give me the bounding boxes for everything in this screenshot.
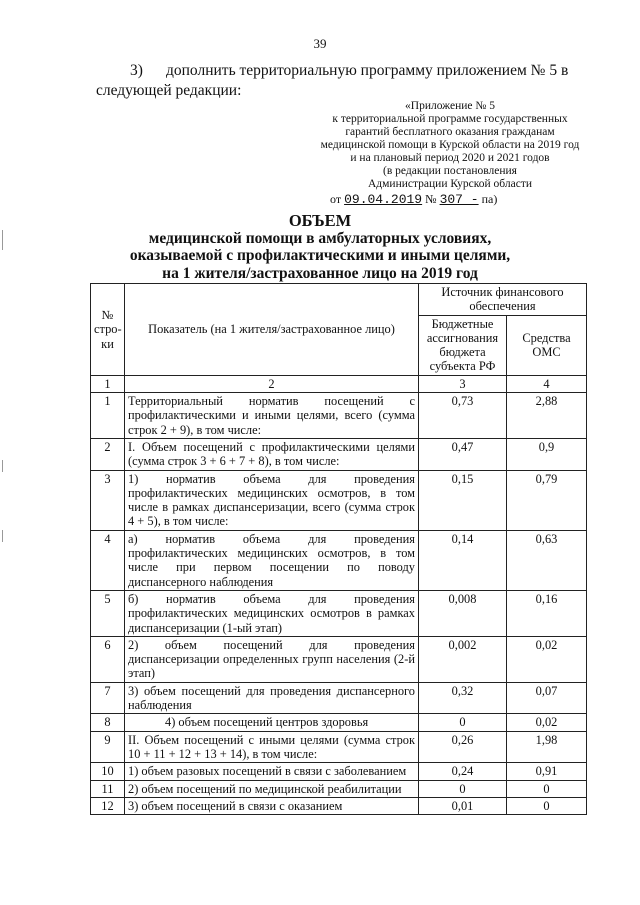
row-oms-value: 0,91 bbox=[507, 763, 587, 780]
appendix-line: к территориальной программе государственных bbox=[332, 113, 568, 125]
row-indicator: 4) объем посещений центров здоровья bbox=[125, 714, 419, 731]
title-line-3: оказываемой с профилактическими и иными целями, bbox=[129, 247, 511, 264]
table-row bbox=[91, 590, 587, 636]
column-number: 3 bbox=[419, 375, 507, 392]
table-header-row bbox=[91, 284, 587, 316]
appendix-line: и на плановый период 2020 и 2021 годов bbox=[350, 152, 550, 164]
row-number: 4 bbox=[91, 530, 125, 590]
row-budget-value: 0,008 bbox=[419, 590, 507, 636]
intro-item-number: 3) bbox=[130, 62, 143, 79]
row-indicator: 2) объем посещений для проведения диспансеризации определенных групп населения (2-й этап) bbox=[125, 636, 419, 682]
row-budget-value: 0 bbox=[419, 780, 507, 797]
header-oms: Средства ОМС bbox=[507, 315, 587, 375]
row-oms-value: 0,16 bbox=[507, 590, 587, 636]
table-row bbox=[91, 763, 587, 780]
row-number: 1 bbox=[91, 393, 125, 439]
table-row bbox=[91, 714, 587, 731]
row-indicator: 1) объем разовых посещений в связи с заболеванием bbox=[125, 763, 419, 780]
row-oms-value: 0,02 bbox=[507, 714, 587, 731]
row-budget-value: 0,73 bbox=[419, 393, 507, 439]
row-budget-value: 0,14 bbox=[419, 530, 507, 590]
row-number: 6 bbox=[91, 636, 125, 682]
table-row bbox=[91, 438, 587, 470]
document-title bbox=[0, 212, 640, 282]
column-number-row bbox=[91, 375, 587, 392]
row-oms-value: 0 bbox=[507, 797, 587, 814]
column-number: 2 bbox=[125, 375, 419, 392]
title-line-4: на 1 жителя/застрахованное лицо на 2019 год bbox=[162, 264, 478, 282]
title-line-2: медицинской помощи в амбулаторных условиях, bbox=[148, 229, 492, 247]
row-number: 3 bbox=[91, 470, 125, 530]
row-budget-value: 0,002 bbox=[419, 636, 507, 682]
intro-line-1 bbox=[130, 62, 568, 80]
row-indicator-text: 3) объем посещений в связи с оказанием bbox=[128, 798, 343, 813]
header-row-number: № стро-ки bbox=[91, 284, 125, 376]
row-budget-value: 0,01 bbox=[419, 797, 507, 814]
row-budget-value: 0,26 bbox=[419, 731, 507, 763]
margin-mark bbox=[2, 460, 3, 472]
margin-mark bbox=[2, 530, 3, 542]
header-funding-source: Источник финансового обеспечения bbox=[419, 284, 587, 316]
row-number: 8 bbox=[91, 714, 125, 731]
row-indicator: 2) объем посещений по медицинской реабилитации bbox=[125, 780, 419, 797]
row-oms-value: 0 bbox=[507, 780, 587, 797]
column-number: 4 bbox=[507, 375, 587, 392]
row-oms-value: 2,88 bbox=[507, 393, 587, 439]
row-indicator: 3) объем посещений для проведения диспансерного наблюдения bbox=[125, 682, 419, 714]
number-label: № bbox=[425, 192, 437, 206]
row-number: 7 bbox=[91, 682, 125, 714]
appendix-line: (в редакции постановления bbox=[383, 165, 517, 177]
row-budget-value: 0,24 bbox=[419, 763, 507, 780]
decree-suffix: па) bbox=[481, 192, 498, 206]
table-row bbox=[91, 530, 587, 590]
header-budget: Бюджетные ассигнования бюджета субъекта РФ bbox=[419, 315, 507, 375]
page-number: 39 bbox=[313, 36, 327, 51]
appendix-line: «Приложение № 5 bbox=[405, 100, 495, 112]
row-budget-value: 0,47 bbox=[419, 438, 507, 470]
table-row bbox=[91, 470, 587, 530]
intro-line-2: следующей редакции: bbox=[96, 82, 242, 99]
signature-line bbox=[330, 192, 497, 207]
row-number: 5 bbox=[91, 590, 125, 636]
row-oms-value: 0,02 bbox=[507, 636, 587, 682]
row-number: 10 bbox=[91, 763, 125, 780]
table-row bbox=[91, 393, 587, 439]
table-row bbox=[91, 636, 587, 682]
row-oms-value: 0,07 bbox=[507, 682, 587, 714]
appendix-header bbox=[300, 100, 600, 191]
row-indicator bbox=[125, 797, 419, 814]
appendix-line: медицинской помощи в Курской области на 2019 год bbox=[320, 139, 580, 151]
row-number: 2 bbox=[91, 438, 125, 470]
row-indicator: Территориальный норматив посещений с профилактическими и иными целями, всего (сумма строк 2 + 9), в том числе: bbox=[125, 393, 419, 439]
table-row bbox=[91, 731, 587, 763]
row-number: 12 bbox=[91, 797, 125, 814]
row-oms-value: 0,79 bbox=[507, 470, 587, 530]
table-row bbox=[91, 780, 587, 797]
row-budget-value: 0,15 bbox=[419, 470, 507, 530]
row-indicator: II. Объем посещений с иными целями (сумма строк 10 + 11 + 12 + 13 + 14), в том числе: bbox=[125, 731, 419, 763]
row-indicator: 1) норматив объема для проведения профилактических медицинских осмотров, в том числе в рамках диспансеризации, всего (сумма строк 4 + 5), в том числе: bbox=[125, 470, 419, 530]
row-indicator: б) норматив объема для проведения профилактических медицинских осмотров в рамках диспансеризации (1-ый этап) bbox=[125, 590, 419, 636]
decree-date: 09.04.2019 bbox=[344, 192, 423, 207]
row-oms-value: 0,9 bbox=[507, 438, 587, 470]
row-indicator: а) норматив объема для проведения профилактических медицинских осмотров, в том числе при первом посещении по поводу диспансерного наблюдения bbox=[125, 530, 419, 590]
row-number: 11 bbox=[91, 780, 125, 797]
title-line-1: ОБЪЕМ bbox=[288, 211, 352, 230]
row-budget-value: 0,32 bbox=[419, 682, 507, 714]
header-indicator: Показатель (на 1 жителя/застрахованное лицо) bbox=[125, 284, 419, 376]
table-row bbox=[91, 682, 587, 714]
appendix-line: гарантий бесплатного оказания гражданам bbox=[345, 126, 555, 138]
table-row bbox=[91, 797, 587, 814]
column-number: 1 bbox=[91, 375, 125, 392]
row-indicator: I. Объем посещений с профилактическими целями (сумма строк 3 + 6 + 7 + 8), в том числе: bbox=[125, 438, 419, 470]
from-label: от bbox=[330, 192, 342, 206]
row-oms-value: 0,63 bbox=[507, 530, 587, 590]
row-oms-value: 1,98 bbox=[507, 731, 587, 763]
intro-text: дополнить территориальную программу приложением № 5 в bbox=[166, 62, 569, 79]
row-budget-value: 0 bbox=[419, 714, 507, 731]
volume-table bbox=[90, 283, 587, 815]
row-number: 9 bbox=[91, 731, 125, 763]
appendix-line: Администрации Курской области bbox=[368, 178, 532, 190]
decree-number: 307 - bbox=[439, 192, 479, 207]
